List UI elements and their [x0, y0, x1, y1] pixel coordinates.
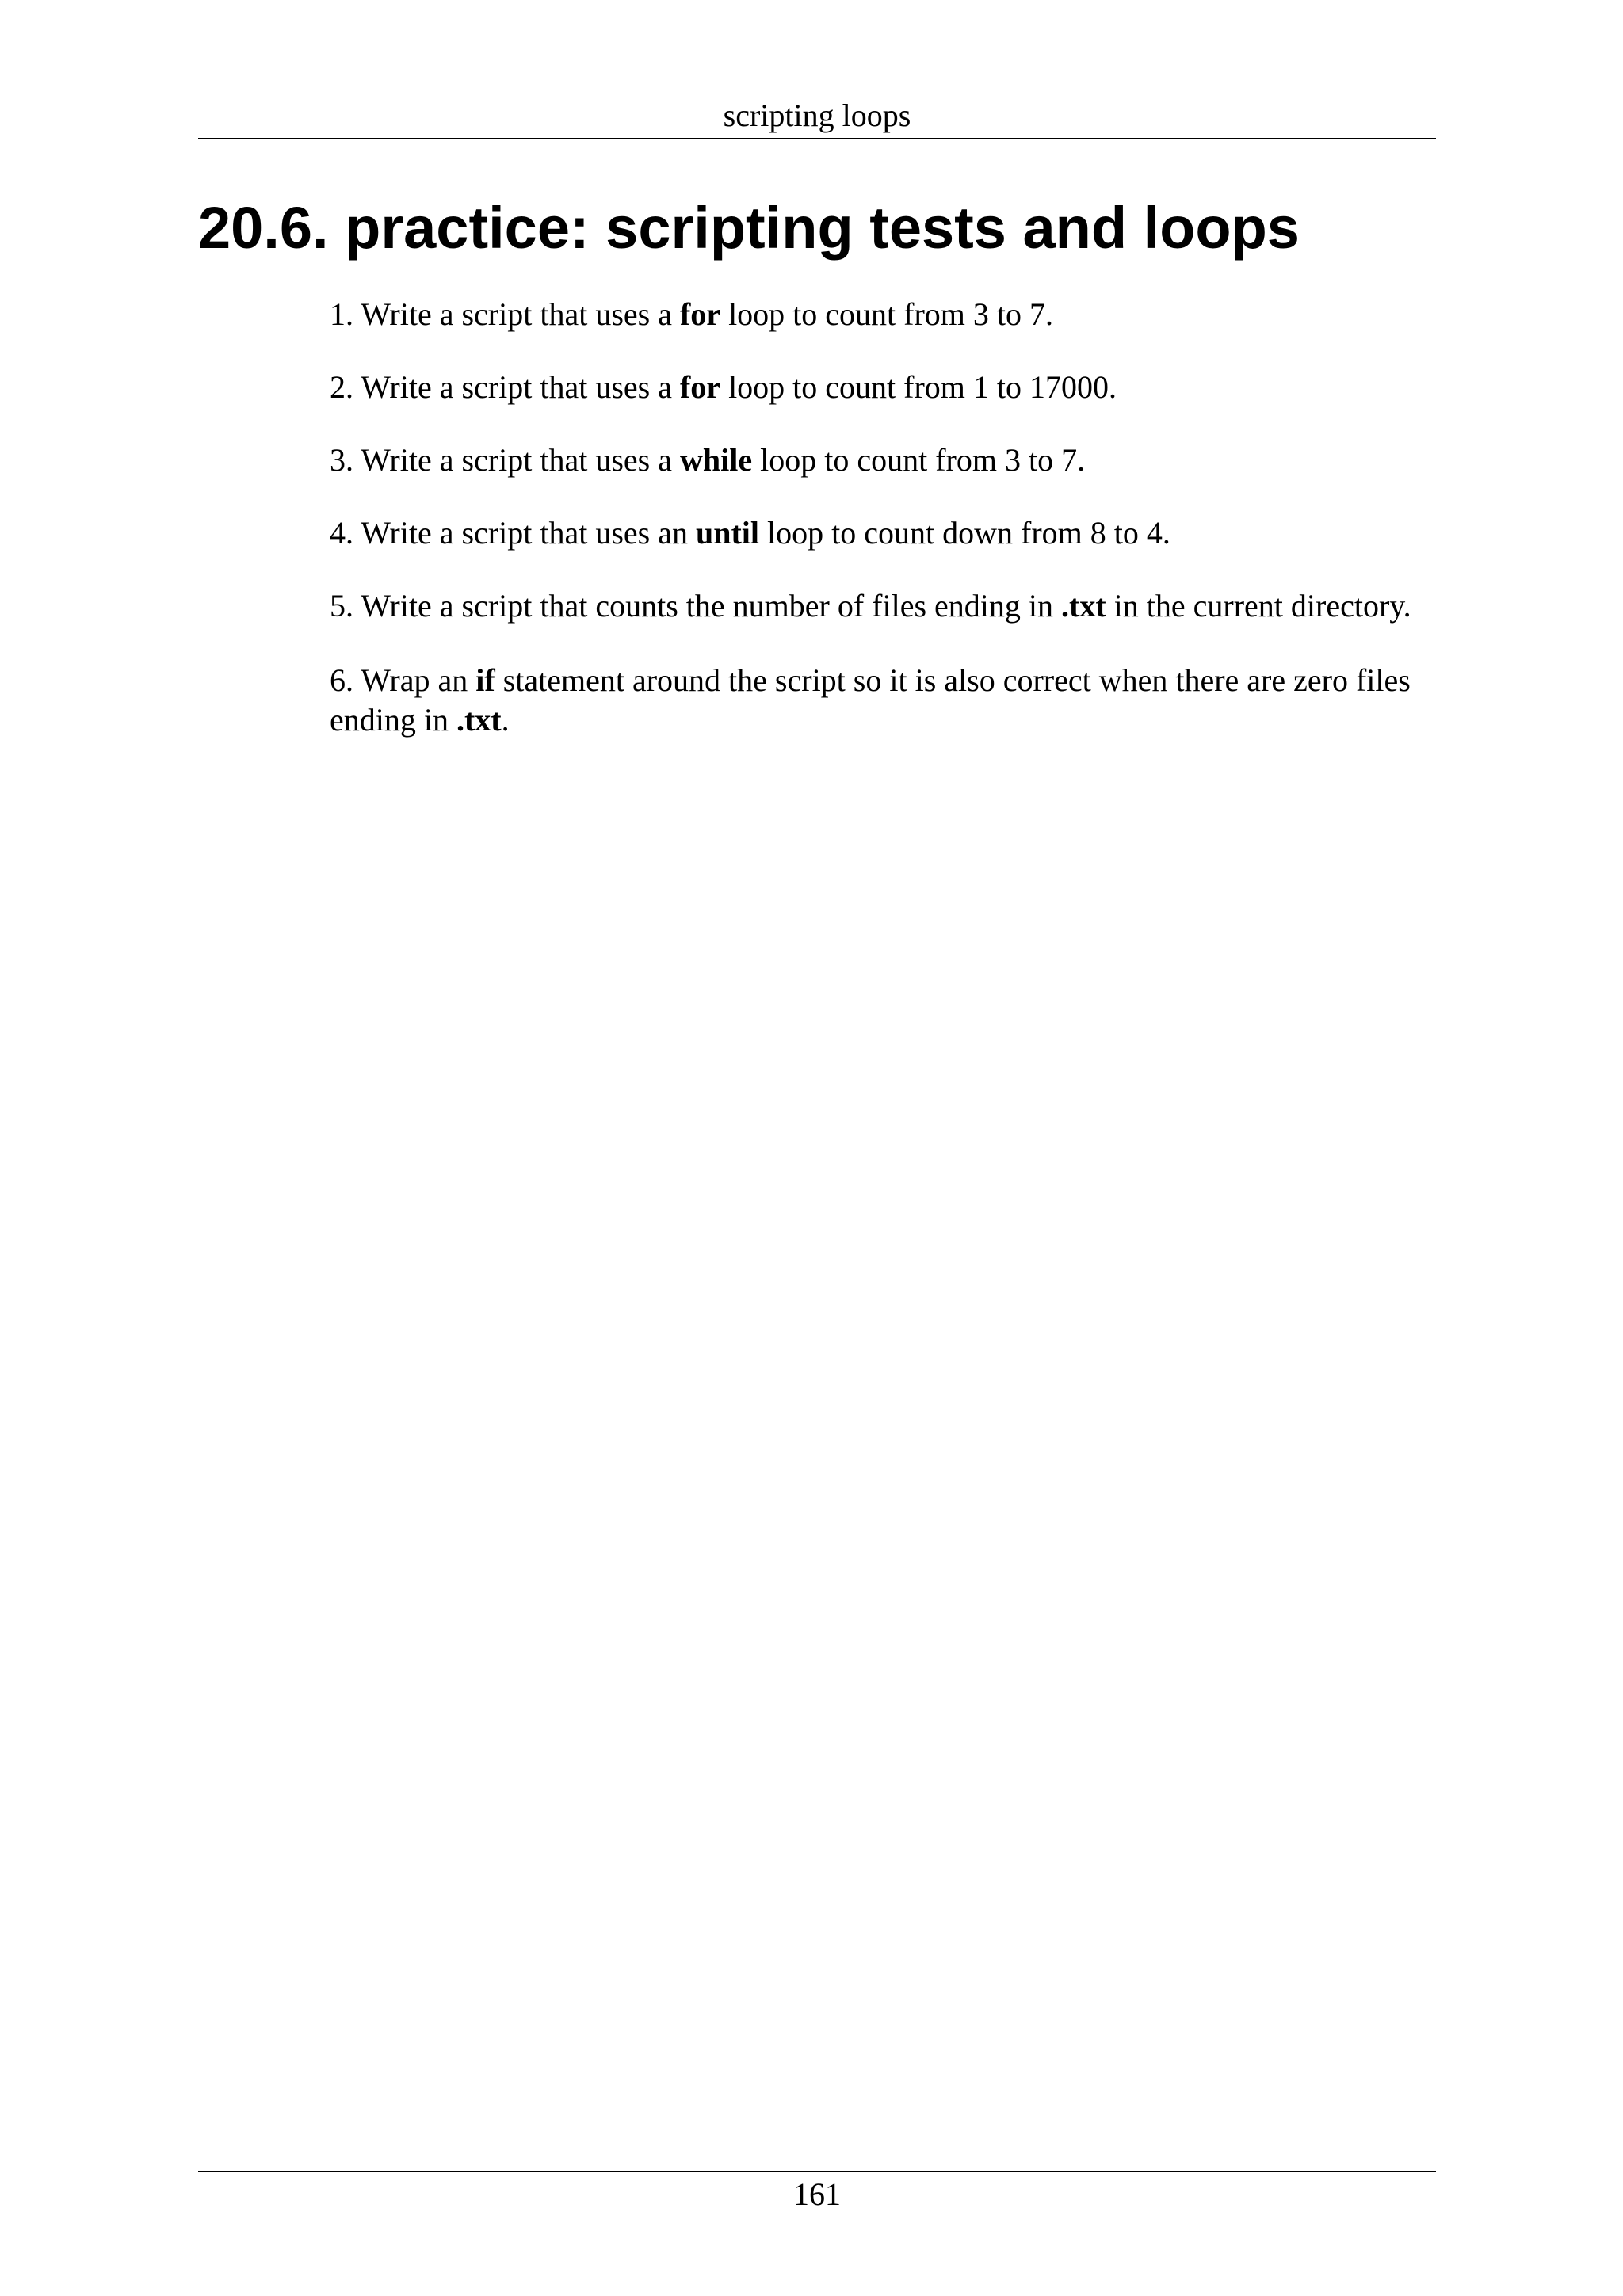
exercise-text: Wrap an — [353, 662, 476, 698]
running-header: scripting loops — [723, 97, 911, 133]
exercise-text: loop to count down from 8 to 4. — [759, 515, 1170, 551]
exercise-number: 4. — [330, 515, 353, 551]
exercise-text: loop to count from 1 to 17000. — [720, 369, 1117, 405]
exercise-item-2 — [330, 368, 1439, 407]
exercise-number: 6. — [330, 662, 353, 698]
exercise-text: loop to count from 3 to 7. — [720, 296, 1054, 332]
exercise-text: loop to count from 3 to 7. — [752, 442, 1086, 478]
exercise-text: Write a script that counts the number of files ending in — [353, 588, 1061, 624]
exercise-keyword: if — [475, 662, 495, 698]
header-rule — [198, 138, 1436, 139]
section-title: 20.6. practice: scripting tests and loops — [198, 195, 1300, 261]
exercise-keyword: for — [679, 296, 721, 332]
exercise-text: Write a script that uses an — [353, 515, 696, 551]
exercise-keyword: until — [695, 515, 760, 551]
exercise-item-5 — [330, 586, 1439, 626]
exercise-text: statement around the script so it is also correct when there are zero files ending in — [330, 662, 1411, 738]
exercise-number: 2. — [330, 369, 353, 405]
exercise-number: 3. — [330, 442, 353, 478]
exercise-text: Write a script that uses a — [353, 296, 680, 332]
exercise-text: in the current directory. — [1106, 588, 1411, 624]
exercise-item-1 — [330, 295, 1439, 334]
exercise-item-6 — [330, 661, 1439, 740]
exercise-text: . — [501, 702, 510, 738]
exercise-item-4 — [330, 513, 1439, 553]
exercise-keyword: for — [679, 369, 721, 405]
exercise-text: Write a script that uses a — [353, 442, 680, 478]
exercise-keyword: .txt — [1061, 588, 1106, 624]
page-number: 161 — [793, 2176, 841, 2212]
exercise-keyword: while — [679, 442, 753, 478]
exercise-number: 1. — [330, 296, 353, 332]
exercise-keyword: .txt — [456, 702, 502, 738]
exercise-number: 5. — [330, 588, 353, 624]
exercise-item-3 — [330, 441, 1439, 480]
exercise-text: Write a script that uses a — [353, 369, 680, 405]
